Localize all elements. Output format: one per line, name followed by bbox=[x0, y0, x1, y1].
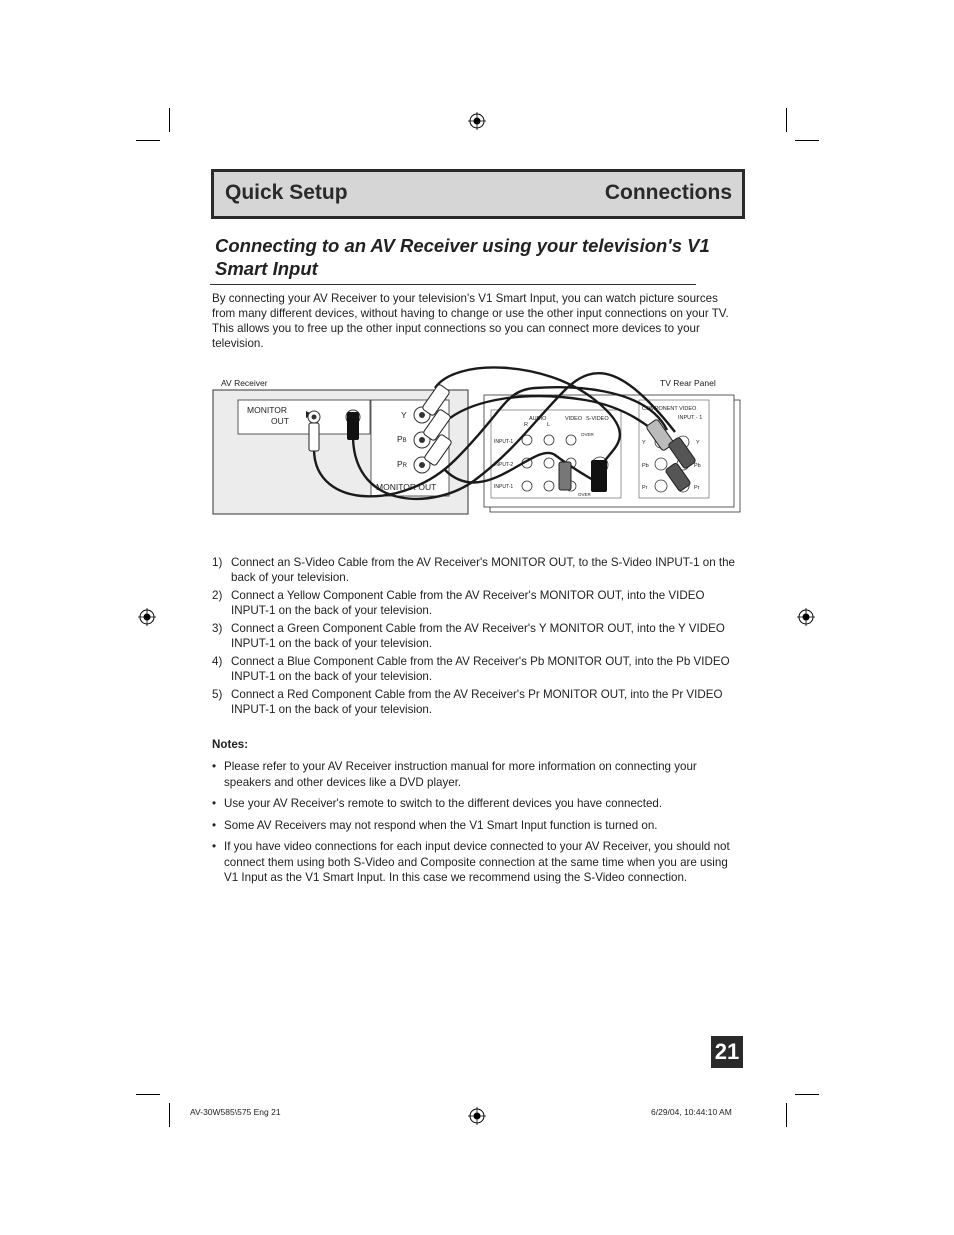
intro-paragraph: By connecting your AV Receiver to your television's V1 Smart Input, you can watch picture sources from many different devices, without having to change or use the other input connections on your TV. This allows you to free up the other input connections so you can connect more devices to your television. bbox=[212, 292, 729, 350]
registration-mark-icon bbox=[797, 608, 815, 626]
svideo-label: S-VIDEO bbox=[586, 416, 609, 422]
registration-mark-icon bbox=[138, 608, 156, 626]
note-item: • Some AV Receivers may not respond when the V1 Smart Input function is turned on. bbox=[212, 818, 744, 834]
crop-mark bbox=[795, 140, 819, 141]
monitor-out-label: MONITOR bbox=[247, 405, 287, 415]
comp-pr-label: Pr bbox=[642, 485, 648, 491]
step-number: 1) bbox=[212, 556, 223, 569]
component-video-label: COMPONENT VIDEO bbox=[642, 406, 697, 412]
step-text: Connect a Yellow Component Cable from the AV Receiver's MONITOR OUT, into the VIDEO INPUT-1 on the back of your television. bbox=[231, 589, 705, 617]
step-item bbox=[212, 555, 744, 585]
component-input1-label: INPUT - 1 bbox=[678, 415, 703, 421]
video-label: VIDEO bbox=[565, 416, 583, 422]
header-right-title: Connections bbox=[604, 181, 732, 204]
section-title: Connecting to an AV Receiver using your television's V1 Smart Input bbox=[215, 235, 710, 279]
audio-label: AUDIO bbox=[529, 416, 547, 422]
comp-y-label: Y bbox=[642, 440, 646, 446]
comp-pb-label: Pb bbox=[642, 463, 649, 469]
steps-list bbox=[212, 555, 744, 720]
crop-mark bbox=[136, 140, 160, 141]
step-number: 5) bbox=[212, 688, 223, 701]
step-text: Connect a Blue Component Cable from the AV Receiver's Pb MONITOR OUT, into the Pb VIDEO INPUT-1 on the back of your television. bbox=[231, 655, 730, 683]
input2-label: INPUT-2 bbox=[494, 462, 514, 468]
l-label: L bbox=[547, 422, 551, 428]
comp-pr-label-right: Pr bbox=[694, 485, 700, 491]
crop-mark bbox=[795, 1094, 819, 1095]
footer-left: AV-30W585\575 Eng 21 bbox=[190, 1107, 281, 1117]
crop-mark bbox=[169, 108, 170, 132]
note-item: • Please refer to your AV Receiver instruction manual for more information on connecting your speakers and other devices like a DVD player. bbox=[212, 759, 744, 790]
note-item: • Use your AV Receiver's remote to switch to the different devices you have connected. bbox=[212, 796, 744, 812]
step-text: Connect a Green Component Cable from the AV Receiver's Y MONITOR OUT, into the Y VIDEO INPUT-1 on the back of your television. bbox=[231, 622, 725, 650]
pb-label: PB bbox=[397, 434, 407, 444]
monitor-out-bottom-label: MONITOR OUT bbox=[376, 482, 437, 492]
crop-mark bbox=[169, 1103, 170, 1127]
comp-y-label-right: Y bbox=[696, 440, 700, 446]
connection-diagram bbox=[205, 360, 750, 520]
input1-label-lower: INPUT-1 bbox=[494, 484, 514, 490]
crop-mark bbox=[786, 108, 787, 132]
y-label: Y bbox=[401, 410, 407, 420]
step-text: Connect an S-Video Cable from the AV Receiver's MONITOR OUT, to the S-Video INPUT-1 on the back of your television. bbox=[231, 556, 735, 584]
header-left-title: Quick Setup bbox=[225, 181, 348, 204]
footer-right: 6/29/04, 10:44:10 AM bbox=[651, 1107, 732, 1117]
step-item bbox=[212, 654, 744, 684]
monitor-out-label-2: OUT bbox=[271, 416, 289, 426]
notes-list bbox=[212, 759, 744, 892]
page-header bbox=[211, 169, 745, 219]
input1-label: INPUT-1 bbox=[494, 439, 514, 445]
r-label: R bbox=[524, 422, 528, 428]
registration-mark-icon bbox=[468, 1107, 486, 1125]
step-number: 4) bbox=[212, 655, 223, 668]
step-item bbox=[212, 588, 744, 618]
page-number: 21 bbox=[711, 1036, 743, 1068]
crop-mark bbox=[786, 1103, 787, 1127]
crop-mark bbox=[136, 1094, 160, 1095]
step-number: 3) bbox=[212, 622, 223, 635]
tv-rear-label: TV Rear Panel bbox=[660, 378, 716, 388]
registration-mark-icon bbox=[468, 112, 486, 130]
step-number: 2) bbox=[212, 589, 223, 602]
notes-heading: Notes: bbox=[212, 738, 249, 751]
step-text: Connect a Red Component Cable from the AV Receiver's Pr MONITOR OUT, into the Pr VIDEO INPUT-1 on the back of your television. bbox=[231, 688, 723, 716]
av-receiver-label: AV Receiver bbox=[221, 378, 268, 388]
over-label: OVER bbox=[581, 432, 594, 437]
section-divider bbox=[210, 284, 696, 285]
note-item: • If you have video connections for each input device connected to your AV Receiver, you should not connect them using both S-Video and Composite connection at the same time when you are using V1 Input as the V1 Smart Input. In this case we recommend using the S-Video connection. bbox=[212, 839, 744, 886]
pr-label: PR bbox=[397, 459, 408, 469]
step-item bbox=[212, 687, 744, 717]
step-item bbox=[212, 621, 744, 651]
comp-pb-label-right: Pb bbox=[694, 463, 701, 469]
over-label-lower: OVER bbox=[578, 492, 591, 497]
